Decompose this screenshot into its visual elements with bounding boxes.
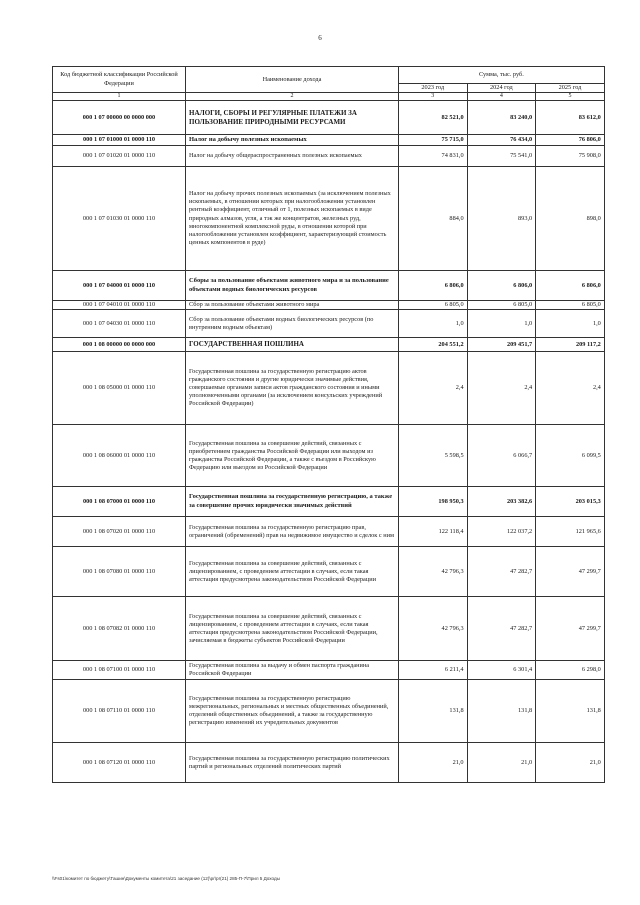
row-value-2023: 131,8 — [399, 680, 468, 743]
row-code: 000 1 08 06000 01 0000 110 — [53, 425, 186, 487]
header-year-2025: 2025 год — [536, 84, 605, 93]
row-value-2024: 47 282,7 — [467, 597, 536, 661]
row-value-2023: 82 521,0 — [399, 101, 468, 135]
page-number: 6 — [318, 34, 322, 42]
table-row — [53, 310, 605, 338]
row-value-2025: 6 806,0 — [536, 271, 605, 301]
col-number-4: 4 — [467, 93, 536, 101]
row-value-2023: 6 211,4 — [399, 661, 468, 680]
row-code: 000 1 07 01020 01 0000 110 — [53, 146, 186, 167]
row-name: Государственная пошлина за государственную регистрацию прав, ограничений (обременений) прав на недвижимое имущество и сделок с ним — [186, 517, 399, 547]
row-code: 000 1 07 00000 00 0000 000 — [53, 101, 186, 135]
row-value-2024: 893,0 — [467, 167, 536, 271]
row-code: 000 1 08 07100 01 0000 110 — [53, 661, 186, 680]
revenue-table — [52, 66, 605, 783]
row-name: Государственная пошлина за государственную регистрацию политических партий и региональных отделений политических партий — [186, 743, 399, 783]
table-row — [53, 352, 605, 425]
row-name: Государственная пошлина за совершение действий, связанных с приобретением гражданства Российской Федерации или выходом из гражданства Российской Федерации, а также с въездом в Российскую Федерацию или выездом из Российской Федерации — [186, 425, 399, 487]
row-value-2023: 198 950,3 — [399, 487, 468, 517]
row-value-2025: 6 099,5 — [536, 425, 605, 487]
row-value-2024: 83 240,0 — [467, 101, 536, 135]
row-value-2024: 76 434,0 — [467, 135, 536, 146]
table-row — [53, 487, 605, 517]
row-value-2025: 209 117,2 — [536, 338, 605, 352]
table-row — [53, 135, 605, 146]
table-row — [53, 301, 605, 310]
table-row — [53, 271, 605, 301]
row-name: Сборы за пользование объектами животного мира и за пользование объектами водных биологических ресурсов — [186, 271, 399, 301]
row-value-2024: 2,4 — [467, 352, 536, 425]
row-name: Государственная пошлина за совершение действий, связанных с лицензированием, с проведением аттестации в случаях, если такая аттестация предусмотрена законодательством Российской Федерации, зачисляемая в бюджеты субъектов Российской Федерации — [186, 597, 399, 661]
row-value-2025: 6 805,0 — [536, 301, 605, 310]
row-code: 000 1 08 07080 01 0000 110 — [53, 547, 186, 597]
table-row — [53, 547, 605, 597]
row-value-2025: 131,8 — [536, 680, 605, 743]
table-row — [53, 425, 605, 487]
row-name: Государственная пошлина за выдачу и обмен паспорта гражданина Российской Федерации — [186, 661, 399, 680]
row-value-2025: 898,0 — [536, 167, 605, 271]
row-value-2024: 1,0 — [467, 310, 536, 338]
row-value-2023: 42 796,3 — [399, 597, 468, 661]
row-value-2023: 122 118,4 — [399, 517, 468, 547]
row-value-2023: 21,0 — [399, 743, 468, 783]
row-value-2024: 6 806,0 — [467, 271, 536, 301]
row-code: 000 1 08 00000 00 0000 000 — [53, 338, 186, 352]
row-value-2025: 75 908,0 — [536, 146, 605, 167]
row-code: 000 1 08 05000 01 0000 110 — [53, 352, 186, 425]
row-value-2025: 21,0 — [536, 743, 605, 783]
row-code: 000 1 08 07000 01 0000 110 — [53, 487, 186, 517]
row-value-2023: 75 715,0 — [399, 135, 468, 146]
file-path-footer: \\Fs01\комитет по бюджету\Ташин\Документы комитета\21 заседание (12)\pr\pr(21) 285-П-7\Прил 5 Доходы — [52, 876, 280, 881]
row-name: Сбор за пользование объектами животного мира — [186, 301, 399, 310]
row-value-2025: 83 612,0 — [536, 101, 605, 135]
row-code: 000 1 07 04010 01 0000 110 — [53, 301, 186, 310]
row-code: 000 1 07 01030 01 0000 110 — [53, 167, 186, 271]
row-value-2024: 131,8 — [467, 680, 536, 743]
row-value-2025: 47 299,7 — [536, 597, 605, 661]
row-value-2024: 6 805,0 — [467, 301, 536, 310]
row-value-2024: 21,0 — [467, 743, 536, 783]
row-value-2025: 2,4 — [536, 352, 605, 425]
row-value-2023: 6 806,0 — [399, 271, 468, 301]
row-value-2024: 6 066,7 — [467, 425, 536, 487]
row-value-2024: 209 451,7 — [467, 338, 536, 352]
row-value-2025: 76 806,0 — [536, 135, 605, 146]
header-name: Наименование дохода — [186, 67, 399, 93]
row-name: Государственная пошлина за государственную регистрацию актов гражданского состояния и другие юридически значимые действия, совершаемые органами записи актов гражданского состояния и иными уполномоченными органами (за исключением консульских учреждений Российской Федерации) — [186, 352, 399, 425]
row-code: 000 1 08 07020 01 0000 110 — [53, 517, 186, 547]
header-sum: Сумма, тыс. руб. — [399, 67, 605, 84]
row-value-2024: 203 382,6 — [467, 487, 536, 517]
table-row — [53, 146, 605, 167]
table-row — [53, 661, 605, 680]
row-value-2023: 884,0 — [399, 167, 468, 271]
header-year-2024: 2024 год — [467, 84, 536, 93]
row-code: 000 1 08 07120 01 0000 110 — [53, 743, 186, 783]
row-value-2025: 121 965,6 — [536, 517, 605, 547]
row-value-2023: 5 598,5 — [399, 425, 468, 487]
table-row — [53, 167, 605, 271]
row-name: НАЛОГИ, СБОРЫ И РЕГУЛЯРНЫЕ ПЛАТЕЖИ ЗА ПОЛЬЗОВАНИЕ ПРИРОДНЫМИ РЕСУРСАМИ — [186, 101, 399, 135]
col-number-5: 5 — [536, 93, 605, 101]
row-value-2025: 1,0 — [536, 310, 605, 338]
table-row — [53, 338, 605, 352]
row-code: 000 1 07 01000 01 0000 110 — [53, 135, 186, 146]
row-code: 000 1 07 04000 01 0000 110 — [53, 271, 186, 301]
row-value-2024: 122 037,2 — [467, 517, 536, 547]
row-value-2024: 47 282,7 — [467, 547, 536, 597]
col-number-1: 1 — [53, 93, 186, 101]
row-value-2023: 42 796,3 — [399, 547, 468, 597]
table-row — [53, 101, 605, 135]
row-value-2024: 75 541,0 — [467, 146, 536, 167]
row-value-2023: 2,4 — [399, 352, 468, 425]
row-name: Налог на добычу прочих полезных ископаемых (за исключением полезных ископаемых, в отношении которых при налогообложении установлен рентный коэффициент, отличный от 1, полезных ископаемых в виде природных алмазов, угля, а тэк же концентратов, железных руд, многокомпонентной комплексной руды, в отношении которой при налогообложении установлен коэффициент, характеризующий стоимость ценных компонентов в руде) — [186, 167, 399, 271]
row-name: Налог на добычу полезных ископаемых — [186, 135, 399, 146]
row-value-2024: 6 301,4 — [467, 661, 536, 680]
col-number-2: 2 — [186, 93, 399, 101]
row-name: Государственная пошлина за совершение действий, связанных с лицензированием, с проведением аттестации в случаях, если такая аттестация предусмотрена законодательством Российской Федерации — [186, 547, 399, 597]
row-value-2023: 74 831,0 — [399, 146, 468, 167]
row-code: 000 1 08 07082 01 0000 110 — [53, 597, 186, 661]
row-name: Сбор за пользование объектами водных биологических ресурсов (по внутренним водным объектам) — [186, 310, 399, 338]
row-value-2025: 6 298,0 — [536, 661, 605, 680]
row-value-2023: 6 805,0 — [399, 301, 468, 310]
row-code: 000 1 08 07110 01 0000 110 — [53, 680, 186, 743]
row-name: Государственная пошлина за государственную регистрацию, а также за совершение прочих юридически значимых действий — [186, 487, 399, 517]
col-number-3: 3 — [399, 93, 468, 101]
row-value-2023: 1,0 — [399, 310, 468, 338]
row-value-2025: 47 299,7 — [536, 547, 605, 597]
row-name: ГОСУДАРСТВЕННАЯ ПОШЛИНА — [186, 338, 399, 352]
table-row — [53, 597, 605, 661]
row-value-2023: 204 551,2 — [399, 338, 468, 352]
row-code: 000 1 07 04030 01 0000 110 — [53, 310, 186, 338]
header-code: Код бюджетной классификации Российской Федерации — [53, 67, 186, 93]
table-row — [53, 517, 605, 547]
table-row — [53, 680, 605, 743]
table-row — [53, 743, 605, 783]
row-name: Государственная пошлина за государственную регистрацию межрегиональных, региональных и местных общественных объединений, отделений общественных объединений, а также за государственную регистрацию изменений их учредительных документов — [186, 680, 399, 743]
row-name: Налог на добычу общераспространенных полезных ископаемых — [186, 146, 399, 167]
header-year-2023: 2023 год — [399, 84, 468, 93]
row-value-2025: 203 015,3 — [536, 487, 605, 517]
